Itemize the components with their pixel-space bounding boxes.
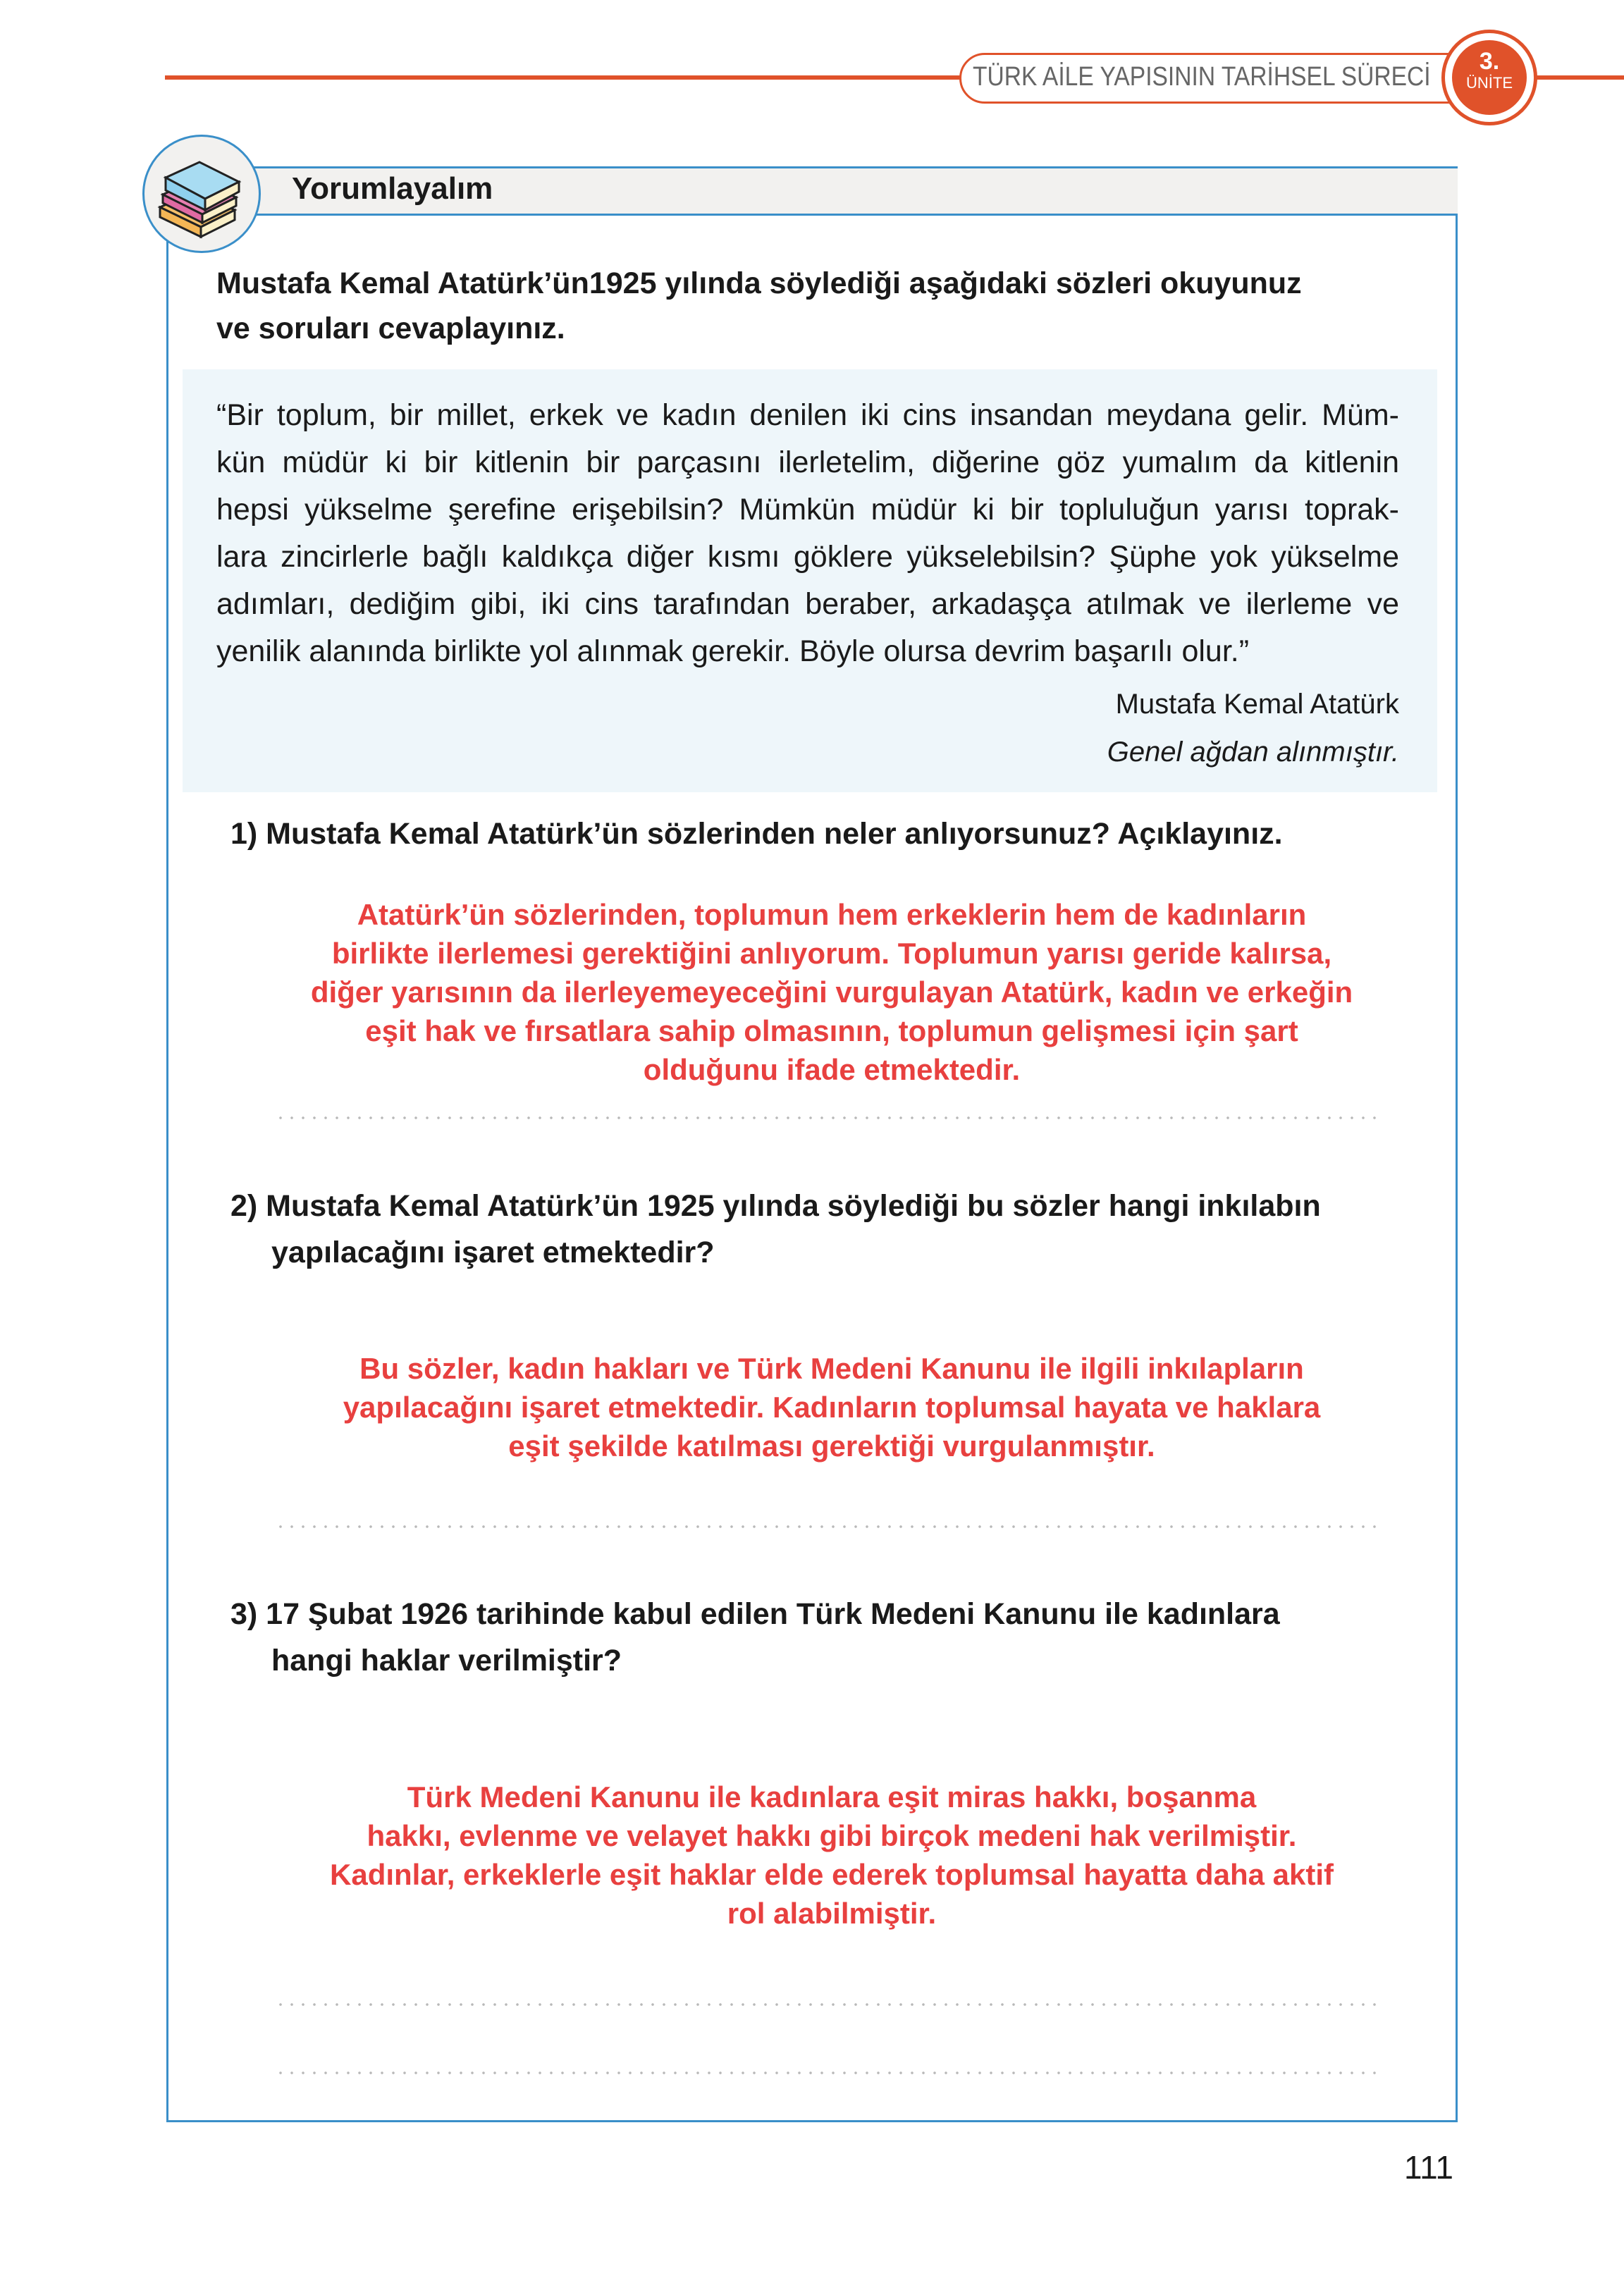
- answer-2[interactable]: [211, 1349, 1452, 1465]
- question-line: 1) Mustafa Kemal Atatürk’ün sözlerinden neler anlıyorsunuz? Açıklayınız.: [230, 817, 1283, 851]
- answer-line: Bu sözler, kadın hakları ve Türk Medeni Kanunu ile ilgili inkılapların: [359, 1352, 1304, 1385]
- quote-text: [216, 392, 1399, 675]
- page-number: 111: [1404, 2149, 1453, 2186]
- unit-label: ÜNİTE: [1466, 74, 1513, 92]
- answer-1[interactable]: [211, 895, 1452, 1089]
- question-line: hangi haklar verilmiştir?: [271, 1644, 622, 1678]
- section-title: Yorumlayalım: [292, 171, 493, 206]
- quote-line: kün müdür ki bir kitlenin bir parçasını ilerletelim, diğerine göz yumalım da kitlenin: [216, 445, 1399, 479]
- answer-line: eşit hak ve fırsatlara sahip olmasının, toplumun gelişmesi için şart: [365, 1014, 1298, 1047]
- quote-source: Genel ağdan alınmıştır.: [1107, 737, 1399, 768]
- instruction-line: ve soruları cevaplayınız.: [216, 312, 565, 345]
- answer-line: rol alabilmiştir.: [727, 1897, 937, 1930]
- quote-line: lara zincirlerle bağlı kaldıkça diğer kısmı göklere yükselebilsin? Şüphe yok yükselme: [216, 540, 1399, 574]
- answer-line: hakkı, evlenme ve velayet hakkı gibi birçok medeni hak verilmiştir.: [367, 1819, 1297, 1852]
- answer-line: eşit şekilde katılması gerektiği vurgulanmıştır.: [508, 1429, 1155, 1463]
- answer-dotted-line: [275, 2003, 1380, 2006]
- books-icon: [142, 135, 261, 253]
- quote-line: yenilik alanında birlikte yol alınmak gerekir. Böyle olursa devrim başarılı olur.”: [216, 634, 1250, 668]
- answer-line: Türk Medeni Kanunu ile kadınlara eşit miras hakkı, boşanma: [407, 1780, 1257, 1814]
- question-2: [230, 1183, 1321, 1276]
- quote-line: adımları, dediğim gibi, iki cins tarafından beraber, arkadaşça atılmak ve ilerleme ve: [216, 587, 1399, 621]
- question-1: [230, 811, 1283, 857]
- unit-badge: [1452, 40, 1527, 115]
- answer-line: Atatürk’ün sözlerinden, toplumun hem erkeklerin hem de kadınların: [357, 898, 1307, 931]
- answer-line: yapılacağını işaret etmektedir. Kadınların toplumsal hayata ve haklara: [343, 1391, 1321, 1424]
- answer-line: diğer yarısının da ilerleyemeyeceğini vurgulayan Atatürk, kadın ve erkeğin: [310, 975, 1353, 1009]
- question-line: 2) Mustafa Kemal Atatürk’ün 1925 yılında söylediği bu sözler hangi inkılabın: [230, 1189, 1321, 1223]
- quote-line: “Bir toplum, bir millet, erkek ve kadın denilen iki cins insandan meydana gelir. Müm-: [216, 398, 1399, 432]
- answer-dotted-line: [275, 1525, 1380, 1528]
- answer-3[interactable]: [211, 1778, 1452, 1933]
- question-3: [230, 1591, 1280, 1684]
- header-rule-left: [165, 75, 961, 80]
- instruction-line: Mustafa Kemal Atatürk’ün1925 yılında söylediği aşağıdaki sözleri okuyunuz: [216, 266, 1302, 300]
- quote-author: Mustafa Kemal Atatürk: [1115, 689, 1399, 720]
- instruction-text: [216, 261, 1415, 351]
- answer-line: birlikte ilerlemesi gerektiğini anlıyorum. Toplumun yarısı geride kalırsa,: [331, 937, 1332, 970]
- answer-dotted-line: [275, 2072, 1380, 2074]
- quote-line: hepsi yükselme şerefine erişebilsin? Mümkün müdür ki bir topluluğun yarısı toprak-: [216, 493, 1399, 527]
- chapter-title: TÜRK AİLE YAPISININ TARİHSEL SÜRECİ: [973, 62, 1431, 92]
- unit-number: 3.: [1479, 48, 1500, 75]
- question-line: 3) 17 Şubat 1926 tarihinde kabul edilen Türk Medeni Kanunu ile kadınlara: [230, 1597, 1280, 1631]
- header-rule-right: [1537, 75, 1624, 80]
- answer-line: Kadınlar, erkeklerle eşit haklar elde ederek toplumsal hayatta daha aktif: [330, 1858, 1334, 1891]
- question-line: yapılacağını işaret etmektedir?: [271, 1236, 715, 1269]
- answer-line: olduğunu ifade etmektedir.: [643, 1053, 1021, 1086]
- answer-dotted-line: [275, 1116, 1380, 1119]
